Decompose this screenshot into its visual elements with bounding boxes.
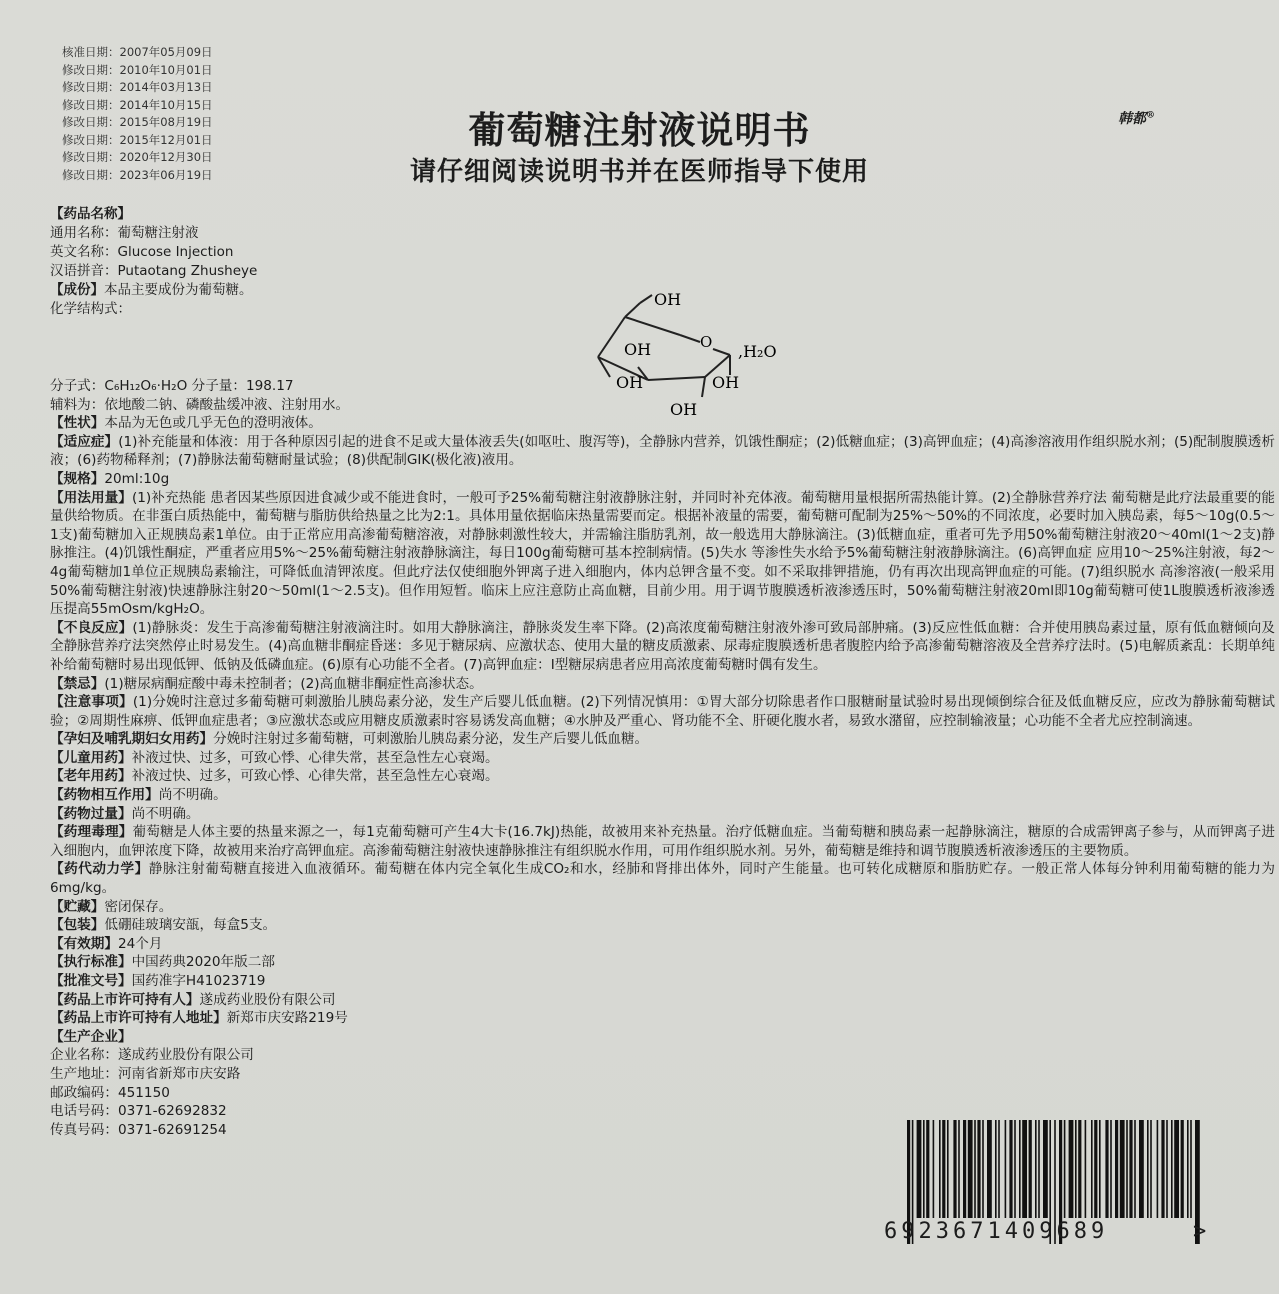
drug-name-block (50, 205, 257, 319)
barcode-bar (933, 1120, 935, 1218)
barcode-bar (1120, 1120, 1125, 1218)
barcode-bar (1174, 1120, 1179, 1218)
section-text: 20ml:10g (104, 470, 170, 487)
section-label: 【注意事项】 (50, 694, 133, 711)
pinyin-name: 汉语拼音：Putaotang Zhusheye (50, 263, 258, 279)
section-shelf-life (50, 935, 1275, 954)
company-fax: 传真号码：0371-62691254 (50, 1121, 227, 1138)
insert-body (50, 377, 1275, 1139)
section-text: 24个月 (117, 935, 163, 952)
barcode-bar (958, 1120, 960, 1218)
barcode-bar (1150, 1120, 1152, 1218)
barcode-bar (1091, 1120, 1093, 1218)
molecular-formula: 分子式：C₆H₁₂O₆·H₂O 分子量：198.17 (50, 378, 294, 394)
section-appearance (50, 414, 1275, 433)
section-text: (1)补充能量和体液：用于各种原因引起的进食不足或大量体液丢失(如呕吐、腹泻等)，全静脉内营养，饥饿性酮症；(2)低糖血症；(3)高钾血症；(4)高渗溶液用作组织脱水剂；(5)配制腹膜透析液；(6)药物稀释剂；(7)静脉法葡萄糖耐量试验；(8)供配制GIK(极化液)液用。 (50, 433, 1276, 469)
composition-label: 【成份】 (50, 282, 104, 298)
section-text: 尚不明确。 (131, 805, 200, 822)
hydroxyl-bottom: OH (670, 400, 698, 419)
section-storage (50, 898, 1275, 917)
section-label: 【药代动力学】 (50, 861, 149, 878)
hydroxyl-top: OH (654, 290, 682, 309)
section-text: (1)分娩时注意过多葡萄糖可刺激胎儿胰岛素分泌，发生产后婴儿低血糖。(2)下列情况慎用：①胃大部分切除患者作口服糖耐量试验时易出现倾倒综合征及低血糖反应，应改为静脉葡萄糖试验；②周期性麻痹、低钾血症患者；③应激状态或应用糖皮质激素时容易诱发高血糖；④水肿及严重心、肾功能不全、肝硬化腹水者，易致水潴留，应控制输液量；心功能不全者尤应控制滴速。 (50, 694, 1276, 729)
excipients: 辅料为：依地酸二钠、磷酸盐缓冲液、注射用水。 (50, 396, 350, 413)
barcode-bar (968, 1120, 973, 1218)
revision-date: 修改日期：2023年06月19日 (62, 167, 213, 182)
hydroxyl-left: OH (616, 373, 644, 392)
barcode-bar (1157, 1120, 1159, 1218)
brand-name: 韩都 (1118, 111, 1146, 127)
barcode-bar (1035, 1120, 1037, 1218)
barcode-bar (1064, 1120, 1066, 1218)
section-label: 【药物过量】 (50, 805, 132, 822)
barcode-bar (1110, 1120, 1112, 1218)
section-text: 补液过快、过多，可致心悸、心律失常，甚至急性左心衰竭。 (131, 768, 499, 785)
hydroxyl-ring: OH (624, 340, 652, 359)
section-label: 【规格】 (50, 470, 105, 487)
section-package (50, 916, 1275, 935)
barcode-bar (987, 1120, 992, 1218)
company-postcode: 邮政编码：451150 (50, 1084, 170, 1101)
section-label: 【适应症】 (50, 433, 119, 450)
document-subtitle: 请仔细阅读说明书并在医师指导下使用 (409, 157, 869, 187)
section-label: 【药物相互作用】 (50, 787, 159, 804)
barcode-bar (1181, 1120, 1184, 1218)
section-adverse-reactions (50, 619, 1275, 675)
barcode-bar (1038, 1120, 1040, 1218)
hydroxyl-right: OH (712, 373, 740, 392)
barcode-bar (1105, 1120, 1108, 1218)
section-label: 【不良反应】 (50, 619, 133, 636)
section-interactions (50, 786, 1275, 805)
barcode-bar (947, 1120, 949, 1218)
barcode-bar (1187, 1120, 1189, 1218)
barcode-bar (917, 1120, 922, 1218)
barcode-bar (1029, 1120, 1032, 1218)
section-manufacturer (50, 1028, 1275, 1047)
barcode-bar (953, 1120, 956, 1218)
barcode-bar (1134, 1120, 1136, 1218)
barcode-bar (963, 1120, 966, 1218)
revision-date: 修改日期：2020年12月30日 (62, 150, 213, 164)
section-standard (50, 953, 1275, 972)
barcode-bar (942, 1120, 945, 1218)
section-text: (1)补充热能 患者因某些原因进食减少或不能进食时，一般可予25%葡萄糖注射液静脉注射，并同时补充体液。葡萄糖用量根据所需热能计算。(2)全静脉营养疗法 葡萄糖是此疗法最重要的能量供给物质。在非蛋白质热能中，葡萄糖与脂肪供给热量之比为2:1。具体用量依据临床热量需要而定。根据补液量的需要，葡萄糖可配制为25%～50%的不同浓度，必要时加入胰岛素，每5～10g(0.5～1支)葡萄糖加入正规胰岛素1单位。由于正常应用高渗葡萄糖溶液，对静脉刺激性较大，并需输注脂肪乳剂，故一般选用大静脉滴注。(3)低糖血症，重者可先予用50%葡萄糖注射液20～40ml(1～2支)静脉推注。(4)饥饿性酮症，严重者应用5%～25%葡萄糖注射液静脉滴注，每日100g葡萄糖可基本控制病情。(5)失水 等渗性失水给予5%葡萄糖注射液静脉滴注。(6)高钾血症 应用10～25%注射液，每2～4g葡萄糖加1单位正规胰岛素输注，可降低血清钾浓度。但此疗法仅使细胞外钾离子进入细胞内，体内总钾含量不变。如不采取排钾措施，仍有再次出现高钾血症的可能。(7)组织脱水 高渗溶液(一般采用50%葡萄糖注射液)快速静脉注射20～50ml(1～2.5支)。但作用短暂。临床上应注意防止高血糖，目前少用。用于调节腹膜透析液渗透压时，50%葡萄糖注射液20ml即10g葡萄糖可使1L腹膜透析液渗透压提高55mOsm/kgH₂O。 (50, 489, 1276, 618)
barcode-arrow: > (1193, 1219, 1207, 1244)
barcode-bar (995, 1120, 997, 1218)
section-label: 【批准文号】 (50, 973, 132, 989)
section-text: 尚不明确。 (158, 787, 227, 804)
barcode-bar (1043, 1120, 1048, 1218)
section-text: (1)糖尿病酮症酸中毒未控制者；(2)高血糖非酮症性高渗状态。 (104, 675, 483, 692)
barcode-number: 6923671409689 (884, 1219, 1109, 1244)
section-geriatric (50, 767, 1275, 786)
composition (50, 281, 257, 300)
section-label: 【孕妇及哺乳期妇女用药】 (50, 731, 214, 748)
water-label: ,H₂O (738, 342, 777, 361)
barcode-bar (923, 1120, 925, 1218)
section-mah (50, 991, 1275, 1010)
section-contraindications (50, 675, 1275, 694)
barcode-bar (1069, 1120, 1074, 1218)
section-text: (1)静脉炎：发生于高渗葡萄糖注射液滴注时。如用大静脉滴注，静脉炎发生率下降。(2)高浓度葡萄糖注射液外渗可致局部肿痛。(3)反应性低血糖：合并使用胰岛素过量，原有低血糖倾向及全静脉营养疗法突然停止时易发生。(4)高血糖非酮症昏迷：多见于糖尿病、应激状态、使用大量的糖皮质激素、尿毒症腹膜透析患者腹腔内给予高渗葡萄糖溶液及全营养疗法时。(5)电解质紊乱：长期单纯补给葡萄糖时易出现低钾、低钠及低磷血症。(6)原有心功能不全者。(7)高钾血症：I型糖尿病患者应用高浓度葡萄糖时偶有发生。 (50, 619, 1275, 673)
barcode-bar (1161, 1120, 1164, 1218)
section-text: 密闭保存。 (104, 898, 173, 915)
section-label: 【贮藏】 (50, 898, 105, 915)
barcode-bar (974, 1120, 976, 1218)
ring-oxygen: O (700, 333, 713, 351)
section-label: 【用法用量】 (50, 489, 132, 506)
section-label: 【老年用药】 (50, 768, 132, 785)
barcode-bar (1190, 1120, 1192, 1218)
document-title: 葡萄糖注射液说明书 (468, 109, 811, 152)
drug-name-heading: 【药品名称】 (50, 206, 131, 222)
composition-text: 本品主要成份为葡萄糖。 (104, 282, 253, 298)
section-text: 补液过快、过多，可致心悸、心律失常，甚至急性左心衰竭。 (131, 749, 499, 766)
barcode-bar (939, 1120, 941, 1218)
barcode-bar (1085, 1120, 1087, 1218)
revision-date: 修改日期：2010年10月01日 (62, 62, 213, 77)
company-phone: 电话号码：0371-62692832 (50, 1103, 227, 1120)
revision-date: 核准日期：2007年05月09日 (62, 45, 213, 59)
section-label: 【包装】 (50, 917, 105, 934)
section-specification (50, 470, 1275, 489)
section-pharmacokinetics (50, 860, 1275, 897)
barcode-bar (1129, 1120, 1132, 1218)
section-label: 【生产企业】 (50, 1028, 132, 1045)
barcode-bar (1166, 1120, 1168, 1218)
barcode-bar (1019, 1120, 1021, 1218)
section-label: 【儿童用药】 (50, 749, 132, 766)
barcode-bar (926, 1120, 929, 1218)
section-pharmacology (50, 823, 1275, 860)
barcode-bar (982, 1120, 984, 1218)
section-text: 中国药典2020年版二部 (131, 954, 275, 971)
section-label: 【有效期】 (50, 935, 118, 952)
barcode-bar (1022, 1120, 1027, 1218)
section-label: 【执行标准】 (50, 954, 132, 971)
revision-date: 修改日期：2015年08月19日 (62, 115, 213, 129)
structure-label: 化学结构式： (50, 301, 131, 317)
section-text: 本品为无色或几乎无色的澄明液体。 (104, 415, 322, 432)
barcode-bar (1094, 1120, 1097, 1218)
barcode-bar (1075, 1120, 1077, 1218)
section-pediatric (50, 749, 1275, 768)
section-label: 【药理毒理】 (50, 824, 133, 841)
registered-mark: ® (1146, 110, 1155, 121)
barcode-bar (1147, 1120, 1149, 1218)
company-name: 企业名称：遂成药业股份有限公司 (50, 1047, 254, 1064)
barcode-bar (1005, 1120, 1007, 1218)
english-name: 英文名称：Glucose Injection (50, 244, 234, 260)
section-label: 【禁忌】 (50, 675, 105, 692)
barcode-bar (1115, 1120, 1118, 1218)
barcode-bar (1014, 1120, 1016, 1218)
section-label: 【性状】 (50, 415, 105, 432)
revision-date: 修改日期：2015年12月01日 (62, 132, 213, 147)
section-dosage (50, 489, 1275, 619)
section-pregnancy (50, 730, 1275, 749)
barcode-bar (1126, 1120, 1128, 1218)
section-precautions (50, 693, 1275, 730)
section-text: 国药准字H41023719 (131, 973, 266, 989)
barcode-bar (1139, 1120, 1144, 1218)
section-text: 遂成药业股份有限公司 (199, 991, 336, 1008)
barcode-bar (1171, 1120, 1173, 1218)
section-overdose (50, 805, 1275, 824)
section-text: 低硼硅玻璃安瓿，每盒5支。 (104, 917, 277, 934)
barcode-bar (1078, 1120, 1081, 1218)
section-text: 静脉注射葡萄糖直接进入血液循环。葡萄糖在体内完全氧化生成CO₂和水，经肺和肾排出体外，同时产生能量。也可转化成糖原和脂肪贮存。一般正常人体每分钟利用葡萄糖的能力为6mg/kg。 (50, 861, 1276, 897)
section-text: 新郑市庆安路219号 (226, 1010, 348, 1027)
generic-name: 通用名称：葡萄糖注射液 (50, 225, 199, 241)
section-mah-address (50, 1009, 1275, 1028)
barcode-bar (998, 1120, 1000, 1218)
barcode-bar (1009, 1120, 1012, 1218)
revision-date: 修改日期：2014年10月15日 (62, 97, 213, 112)
section-indications (50, 433, 1275, 470)
section-approval-number (50, 972, 1275, 991)
section-text: 分娩时注射过多葡萄糖，可刺激胎儿胰岛素分泌，发生产后婴儿低血糖。 (213, 731, 649, 748)
brand-logo (1118, 108, 1155, 128)
revision-date: 修改日期：2014年03月13日 (62, 80, 213, 94)
barcode-bar (1099, 1120, 1101, 1218)
section-text: 葡萄糖是人体主要的热量来源之一，每1克葡萄糖可产生4大卡(16.7kJ)热能，故被用来补充热量。治疗低糖血症。当葡萄糖和胰岛素一起静脉滴注，糖原的合成需钾离子参与，从而钾离子进入细胞内，血钾浓度下降，故被用来治疗高钾血症。高渗葡萄糖注射液快速静脉推注有组织脱水作用，可用作组织脱水剂。另外，葡萄糖是维持和调节腹膜透析液渗透压的主要物质。 (50, 824, 1275, 859)
section-label: 【药品上市许可持有人地址】 (50, 1010, 227, 1027)
barcode-bar (977, 1120, 980, 1218)
section-label: 【药品上市许可持有人】 (50, 991, 200, 1008)
company-address: 生产地址：河南省新郑市庆安路 (50, 1065, 241, 1082)
